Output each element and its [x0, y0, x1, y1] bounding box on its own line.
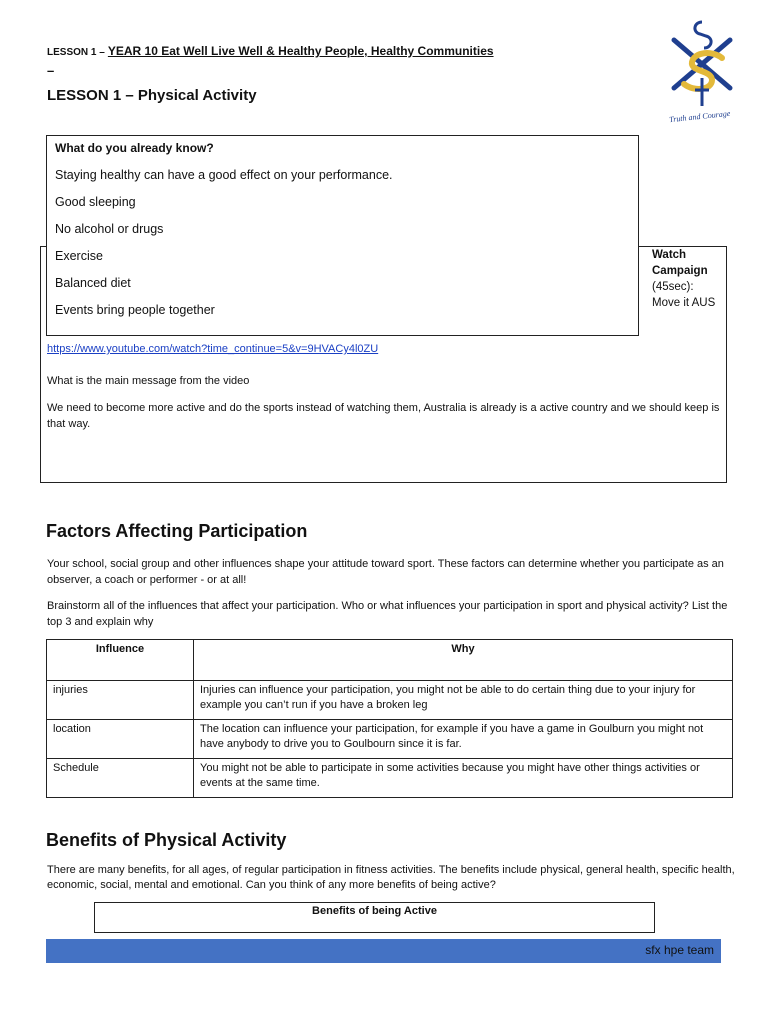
list-item: Good sleeping: [55, 195, 136, 209]
why-cell: Injuries can influence your participation, you might not be able to do certain thing due to your injury for example you can’t run if you have a broken leg: [194, 681, 733, 720]
prior-knowledge-box: [46, 135, 639, 336]
factors-heading: Factors Affecting Participation: [46, 521, 308, 541]
watch-label-rest: (45sec): Move it AUS: [652, 281, 716, 309]
benefits-heading: Benefits of Physical Activity: [46, 830, 287, 850]
list-item: Staying healthy can have a good effect on your performance.: [55, 168, 393, 182]
video-question: What is the main message from the video: [47, 375, 250, 387]
prior-knowledge-question: What do you already know?: [55, 141, 214, 155]
list-item: Balanced diet: [55, 276, 131, 290]
factors-intro: Your school, social group and other influences shape your attitude toward sport. These factors can determine whether you participate as an observer, a coach or performer - or at all!: [47, 558, 724, 586]
benefits-box: Benefits of being Active: [94, 902, 655, 933]
list-item: No alcohol or drugs: [55, 222, 164, 236]
table-row: [47, 720, 733, 759]
video-answer: We need to become more active and do the sports instead of watching them, Australia is already is a active country and we should keep is that way.: [47, 402, 720, 430]
video-link[interactable]: https://www.youtube.com/watch?time_continue=5&v=9HVACy4l0ZU: [47, 343, 379, 355]
logo-motto: Truth and Courage: [668, 108, 731, 125]
watch-label-bold: Watch Campaign: [652, 249, 708, 277]
lesson-header: [47, 44, 494, 58]
influence-table: [46, 639, 733, 798]
benefits-paragraph: There are many benefits, for all ages, of regular participation in fitness activities. The benefits include physical, general health, specific health, economic, social, mental and emotional. Can you think of any more benefits of being active?: [47, 864, 735, 891]
header-influence: Influence: [47, 640, 194, 681]
course-title: YEAR 10 Eat Well Live Well & Healthy People, Healthy Communities: [107, 44, 494, 58]
influence-cell: Schedule: [47, 759, 194, 798]
header-dash: –: [47, 63, 55, 78]
table-row: [47, 681, 733, 720]
influence-cell: injuries: [47, 681, 194, 720]
factors-instructions: Brainstorm all of the influences that affect your participation. Who or what influences your participation in sport and physical activity? List the top 3 and explain why: [47, 600, 728, 628]
list-item: Exercise: [55, 249, 103, 263]
lesson-prefix: LESSON 1 –: [47, 47, 105, 58]
why-cell: You might not be able to participate in some activities because you might have other things activities or events at the same time.: [194, 759, 733, 798]
list-item: Events bring people together: [55, 303, 215, 317]
table-row: [47, 759, 733, 798]
influence-cell: location: [47, 720, 194, 759]
watch-campaign-label: [652, 247, 724, 311]
why-cell: The location can influence your participation, for example if you have a game in Goulburn you might not have anybody to drive you to Goulbourn since it is far.: [194, 720, 733, 759]
header-why: Why: [194, 640, 733, 681]
school-logo: [664, 18, 740, 126]
lesson-title: LESSON 1 – Physical Activity: [47, 87, 257, 104]
table-header-row: [47, 640, 733, 681]
school-crest-icon: [664, 18, 740, 126]
footer-bar: sfx hpe team: [46, 939, 721, 963]
